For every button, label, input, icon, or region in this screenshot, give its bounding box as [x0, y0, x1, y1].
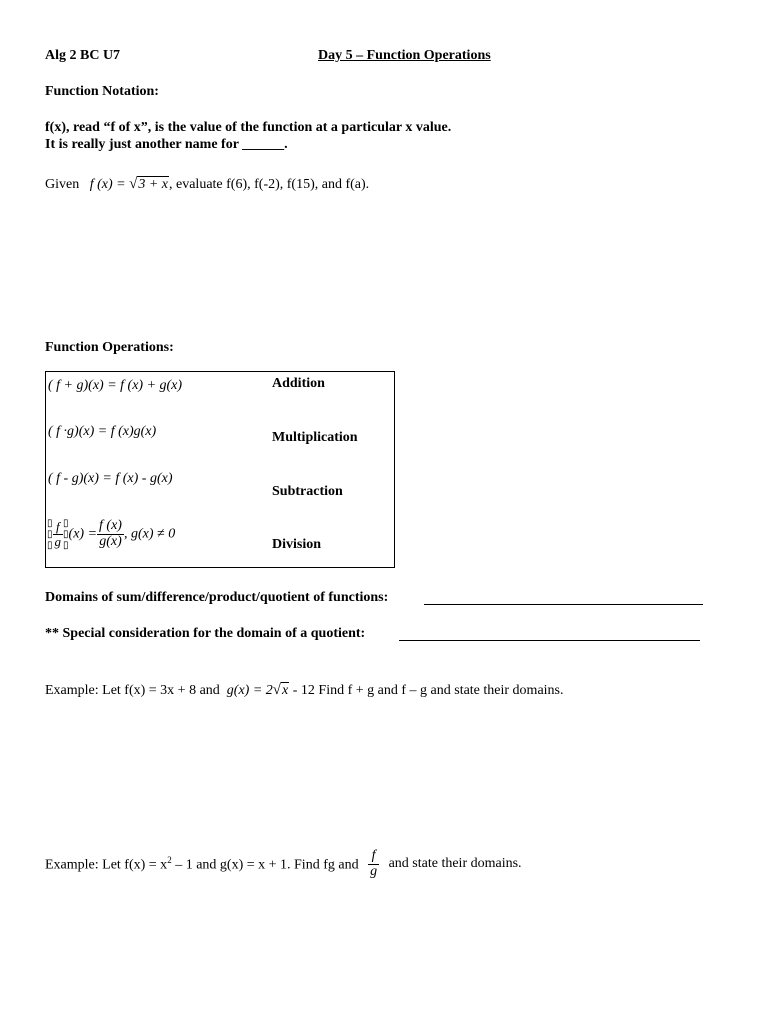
example-2-frac-num: f: [368, 849, 379, 865]
given-statement: [45, 176, 369, 193]
domains-line-2: ** Special consideration for the domain of a quotient:: [45, 626, 366, 641]
example-1-radicand: x: [282, 683, 289, 698]
given-suffix: , evaluate f(6), f(-2), f(15), and f(a).: [169, 177, 370, 192]
division-numerator: f (x): [99, 518, 122, 534]
division-label: Division: [272, 537, 322, 552]
division-lhs: (x) =: [68, 526, 98, 542]
division-f: f: [53, 520, 64, 535]
notation-heading: Function Notation:: [45, 84, 159, 99]
example-2-frac-den: g: [370, 863, 378, 879]
domains-answer-line-1[interactable]: [424, 604, 703, 605]
operations-heading: Function Operations:: [45, 340, 174, 355]
notation-line-2: It is really just another name for ______.: [45, 137, 288, 152]
example-1-sqrt: √x: [272, 682, 289, 698]
multiplication-label: Multiplication: [272, 430, 358, 445]
given-radicand: 3 + x: [138, 177, 168, 192]
course-label: Alg 2 BC U7: [45, 48, 121, 63]
domains-line-1: Domains of sum/difference/product/quotient of functions:: [45, 590, 389, 605]
addition-formula: ( f + g)(x) = f (x) + g(x): [48, 378, 183, 393]
example-1-suffix: Find f + g and f – g and state their domains.: [318, 683, 564, 698]
example-2-fraction: [368, 849, 379, 879]
addition-label: Addition: [272, 376, 325, 391]
division-g: g: [54, 534, 62, 549]
operations-table: [45, 371, 395, 568]
division-condition: , g(x) ≠ 0: [123, 526, 176, 542]
page-title: Day 5 – Function Operations: [318, 48, 491, 63]
example-2: [45, 849, 522, 879]
given-function: f (x) =: [89, 177, 126, 192]
given-sqrt: √3 + x: [129, 176, 168, 192]
example-1: [45, 682, 564, 699]
example-2-suffix: and state their domains.: [388, 856, 522, 872]
domains-answer-line-2[interactable]: [399, 640, 700, 641]
division-formula: ▯ ▯ ▯ $\frac{f}{g}$ ▯ ▯ ▯(x) = $\frac{f (x)}{g(x)}$ , g(x) ≠ 0: [47, 518, 176, 551]
subtraction-label: Subtraction: [272, 484, 343, 499]
subtraction-formula: ( f - g)(x) = f (x) - g(x): [48, 471, 173, 486]
example-2-prefix-a: Example: Let f(x) = x: [45, 857, 168, 873]
example-2-prefix-b: – 1 and g(x) = x + 1. Find fg and: [171, 857, 359, 873]
example-1-g-rest: - 12: [292, 683, 315, 698]
notation-line-1: f(x), read “f of x”, is the value of the function at a particular x value.: [45, 120, 452, 135]
example-2-sup: 2: [167, 854, 172, 865]
example-1-g: g(x) = 2: [226, 683, 273, 698]
division-denominator: g(x): [99, 534, 122, 549]
example-1-prefix: Example: Let f(x) = 3x + 8 and: [45, 683, 220, 698]
given-prefix: Given: [45, 177, 80, 192]
multiplication-formula: ( f ·g)(x) = f (x)g(x): [48, 424, 157, 439]
